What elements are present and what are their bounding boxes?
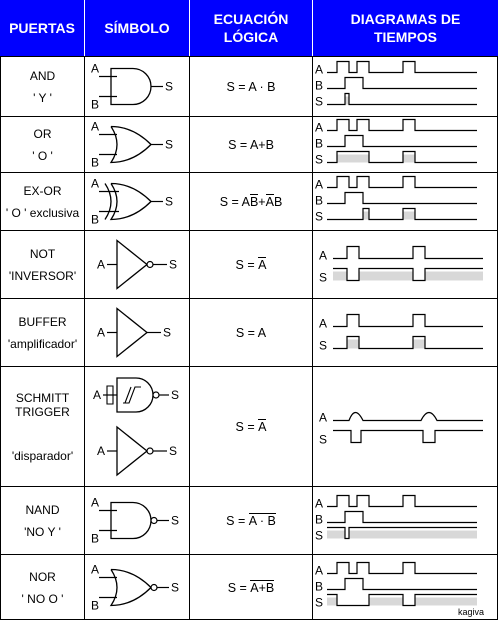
timing-diagram-nand xyxy=(313,487,497,554)
timing-diagram-cell-and xyxy=(313,57,497,121)
gate-symbol-nor xyxy=(85,555,189,620)
timing-wave-a xyxy=(333,413,483,421)
timing-highlight xyxy=(403,155,415,163)
gate-body xyxy=(111,69,151,105)
gate-body xyxy=(111,570,151,606)
timing-wave-b xyxy=(327,78,477,89)
gate-alias: 'INVERSOR' xyxy=(8,268,77,283)
gate-body xyxy=(111,503,151,539)
header-ecuacion-line2: LÓGICA xyxy=(223,29,279,45)
header-diagramas-line1: DIAGRAMAS DE xyxy=(350,11,461,27)
input-a-label: A xyxy=(91,119,100,134)
timing-wave-b xyxy=(327,136,477,147)
equation-term: A xyxy=(265,195,274,209)
gate-name: BUFFER xyxy=(18,314,67,329)
output-s-label: S xyxy=(171,580,180,595)
header-ecuacion-line1: ECUACIÓN xyxy=(213,11,289,27)
input-a-label: A xyxy=(97,325,106,340)
gate-name-cell-buffer xyxy=(1,299,84,366)
timing-label-a: A xyxy=(315,120,324,135)
gate-equation-nor xyxy=(190,555,312,620)
gate-alias: 'disparador' xyxy=(11,448,74,463)
input-b-label: B xyxy=(91,598,100,613)
gate-body xyxy=(117,378,153,412)
timing-wave-a xyxy=(327,177,477,188)
header-simbolo-label: SÍMBOLO xyxy=(104,20,170,36)
gate-name-cell-xor xyxy=(1,173,84,230)
output-s-label: S xyxy=(163,325,172,340)
gate-body xyxy=(111,184,151,220)
gate-symbol-schmitt xyxy=(85,367,189,486)
timing-label-a: A xyxy=(319,248,328,263)
gate-name-line2: TRIGGER xyxy=(15,404,70,419)
timing-highlight xyxy=(349,531,477,539)
header-diagramas xyxy=(313,0,498,56)
gate-alias: ' O ' xyxy=(32,148,53,163)
timing-highlight xyxy=(347,340,359,349)
gate-name: OR xyxy=(33,126,52,141)
equation-term: S = A · B xyxy=(226,79,276,94)
timing-wave-a xyxy=(333,315,483,327)
timing-diagram-not xyxy=(313,231,497,298)
timing-diagram-cell-not xyxy=(313,231,497,303)
timing-label-a: A xyxy=(319,410,328,425)
equation-term: S = xyxy=(227,580,251,595)
gate-name: NOR xyxy=(29,569,56,584)
timing-diagram-schmitt xyxy=(313,367,497,486)
timing-label-s: S xyxy=(315,209,324,224)
input-a-label: A xyxy=(91,61,100,76)
timing-wave-s xyxy=(327,94,477,105)
gate-alias: ' NO O ' xyxy=(21,591,64,606)
gate-name-cell-schmitt xyxy=(1,367,84,486)
input-b-label: B xyxy=(91,531,100,546)
output-s-label: S xyxy=(171,513,180,528)
timing-diagram-buffer xyxy=(313,299,497,366)
gate-symbol-cell-not xyxy=(85,231,189,303)
gate-symbol-cell-buffer xyxy=(85,299,189,371)
timing-wave-b xyxy=(327,512,477,523)
xor-bar xyxy=(105,184,111,220)
equation-term: S = A xyxy=(235,325,267,340)
gate-symbol-cell-and xyxy=(85,57,189,121)
equation-term: S = A xyxy=(219,194,250,209)
inverter-bubble xyxy=(147,448,153,454)
inverter-bubble xyxy=(151,585,157,591)
timing-highlight xyxy=(369,598,403,606)
gate-body xyxy=(117,427,147,475)
timing-wave-a xyxy=(333,247,483,259)
header-ecuacion xyxy=(190,0,312,56)
gate-equation-buffer xyxy=(190,299,312,366)
timing-diagram-and xyxy=(313,57,497,116)
equation-term: A xyxy=(258,420,267,434)
gate-equation-nand xyxy=(190,487,312,554)
timing-label-b: B xyxy=(315,193,324,208)
timing-highlight xyxy=(327,598,337,606)
timing-diagram-xor xyxy=(313,173,497,230)
timing-highlight xyxy=(413,340,425,349)
gate-symbol-nand xyxy=(85,487,189,554)
gate-equation-not xyxy=(190,231,312,298)
timing-label-b: B xyxy=(315,512,324,527)
gate-symbol-not xyxy=(85,231,189,298)
timing-highlight xyxy=(403,212,415,220)
timing-label-s: S xyxy=(319,270,328,285)
timing-highlight xyxy=(425,272,483,281)
inverter-bubble xyxy=(147,262,153,268)
input-b-label: B xyxy=(91,212,100,227)
gate-equation-and xyxy=(190,57,312,116)
output-s-label: S xyxy=(165,137,174,152)
timing-highlight xyxy=(359,272,413,281)
timing-label-s: S xyxy=(315,595,324,610)
timing-label-s: S xyxy=(315,94,324,109)
gate-body xyxy=(117,241,147,289)
input-a-label: A xyxy=(97,257,106,272)
input-a-label: A xyxy=(91,176,100,191)
timing-label-b: B xyxy=(315,579,324,594)
input-b-label: B xyxy=(91,155,100,170)
gate-symbol-cell-nor xyxy=(85,555,189,625)
timing-diagram-cell-nand xyxy=(313,487,497,559)
gate-symbol-xor xyxy=(85,173,189,230)
gate-symbol-or xyxy=(85,117,189,172)
output-s-label: S xyxy=(171,388,180,402)
gate-name: NOT xyxy=(29,246,56,261)
timing-label-s: S xyxy=(315,152,324,167)
gate-alias: 'amplificador' xyxy=(7,336,78,351)
input-a-label: A xyxy=(97,444,106,458)
timing-wave-a xyxy=(327,496,477,507)
equation-term: A xyxy=(258,258,267,272)
equation-term: A+B xyxy=(250,581,275,595)
timing-highlight xyxy=(363,212,369,220)
timing-wave-a xyxy=(327,563,477,574)
timing-diagram-cell-xor xyxy=(313,173,497,235)
timing-highlight xyxy=(333,272,347,281)
timing-wave-a xyxy=(327,62,477,73)
header-puertas xyxy=(0,0,84,56)
timing-label-b: B xyxy=(315,78,324,93)
header-puertas-label: PUERTAS xyxy=(9,20,75,36)
input-a-label: A xyxy=(91,495,100,510)
gate-equation-or xyxy=(190,117,312,172)
timing-wave-b xyxy=(327,193,477,204)
timing-highlight xyxy=(327,531,345,539)
timing-label-s: S xyxy=(319,432,328,447)
gate-equation-xor xyxy=(190,173,312,230)
timing-diagram-or xyxy=(313,117,497,172)
input-a-label: A xyxy=(91,562,100,577)
gate-name: SCHMITT xyxy=(15,390,70,405)
gate-alias: ' Y ' xyxy=(33,90,52,105)
timing-label-a: A xyxy=(315,62,324,77)
timing-wave-s xyxy=(333,431,483,443)
gate-equation-schmitt xyxy=(190,367,312,486)
timing-label-a: A xyxy=(319,316,328,331)
equation-term: B xyxy=(273,194,283,209)
equation-term: + xyxy=(258,194,266,209)
gate-symbol-and xyxy=(85,57,189,116)
input-a-label: A xyxy=(93,388,102,402)
gate-name: AND xyxy=(29,68,56,83)
timing-label-s: S xyxy=(315,528,324,543)
gate-name-cell-nand xyxy=(1,487,84,554)
gate-symbol-cell-nand xyxy=(85,487,189,559)
output-s-label: S xyxy=(169,444,178,458)
gate-symbol-cell-xor xyxy=(85,173,189,235)
output-s-label: S xyxy=(169,257,178,272)
timing-diagram-cell-buffer xyxy=(313,299,497,371)
hysteresis-icon xyxy=(123,387,141,403)
equation-term: S = xyxy=(226,513,249,528)
output-s-label: S xyxy=(165,79,174,94)
gate-name-cell-and xyxy=(1,57,84,116)
timing-wave-b xyxy=(327,579,477,590)
gate-alias: 'NO Y ' xyxy=(24,524,61,539)
timing-label-a: A xyxy=(315,496,324,511)
header-simbolo xyxy=(85,0,189,56)
output-s-label: S xyxy=(165,194,174,209)
header-diagramas-line2: TIEMPOS xyxy=(373,29,437,45)
gate-body xyxy=(117,309,147,357)
gate-symbol-cell-schmitt xyxy=(85,367,189,491)
timing-label-b: B xyxy=(315,136,324,151)
gate-name-cell-not xyxy=(1,231,84,298)
gate-name-cell-nor xyxy=(1,555,84,620)
equation-term: S = xyxy=(235,419,259,434)
gate-symbol-buffer xyxy=(85,299,189,366)
timing-label-a: A xyxy=(315,563,324,578)
timing-diagram-cell-or xyxy=(313,117,497,177)
input-b-label: B xyxy=(91,97,100,112)
timing-wave-s xyxy=(327,209,477,220)
timing-highlight xyxy=(345,97,349,105)
equation-term: A · B xyxy=(248,514,276,528)
equation-term: B xyxy=(249,195,259,209)
gate-symbol-cell-or xyxy=(85,117,189,177)
timing-diagram-cell-schmitt xyxy=(313,367,497,491)
timing-wave-a xyxy=(327,120,477,131)
equation-term: S = xyxy=(235,257,259,272)
inverter-bubble xyxy=(151,518,157,524)
gate-alias: ' O ' exclusiva xyxy=(5,205,80,220)
inverter-bubble xyxy=(153,392,159,398)
equation-term: S = A+B xyxy=(228,137,274,152)
gate-name-cell-or xyxy=(1,117,84,172)
gate-name: EX-OR xyxy=(23,183,62,198)
gate-body xyxy=(111,127,151,163)
timing-label-s: S xyxy=(319,338,328,353)
timing-highlight xyxy=(337,155,369,163)
watermark: kagiva xyxy=(457,607,484,617)
timing-highlight xyxy=(415,598,477,606)
gate-name: NAND xyxy=(25,502,60,517)
timing-label-a: A xyxy=(315,177,324,192)
